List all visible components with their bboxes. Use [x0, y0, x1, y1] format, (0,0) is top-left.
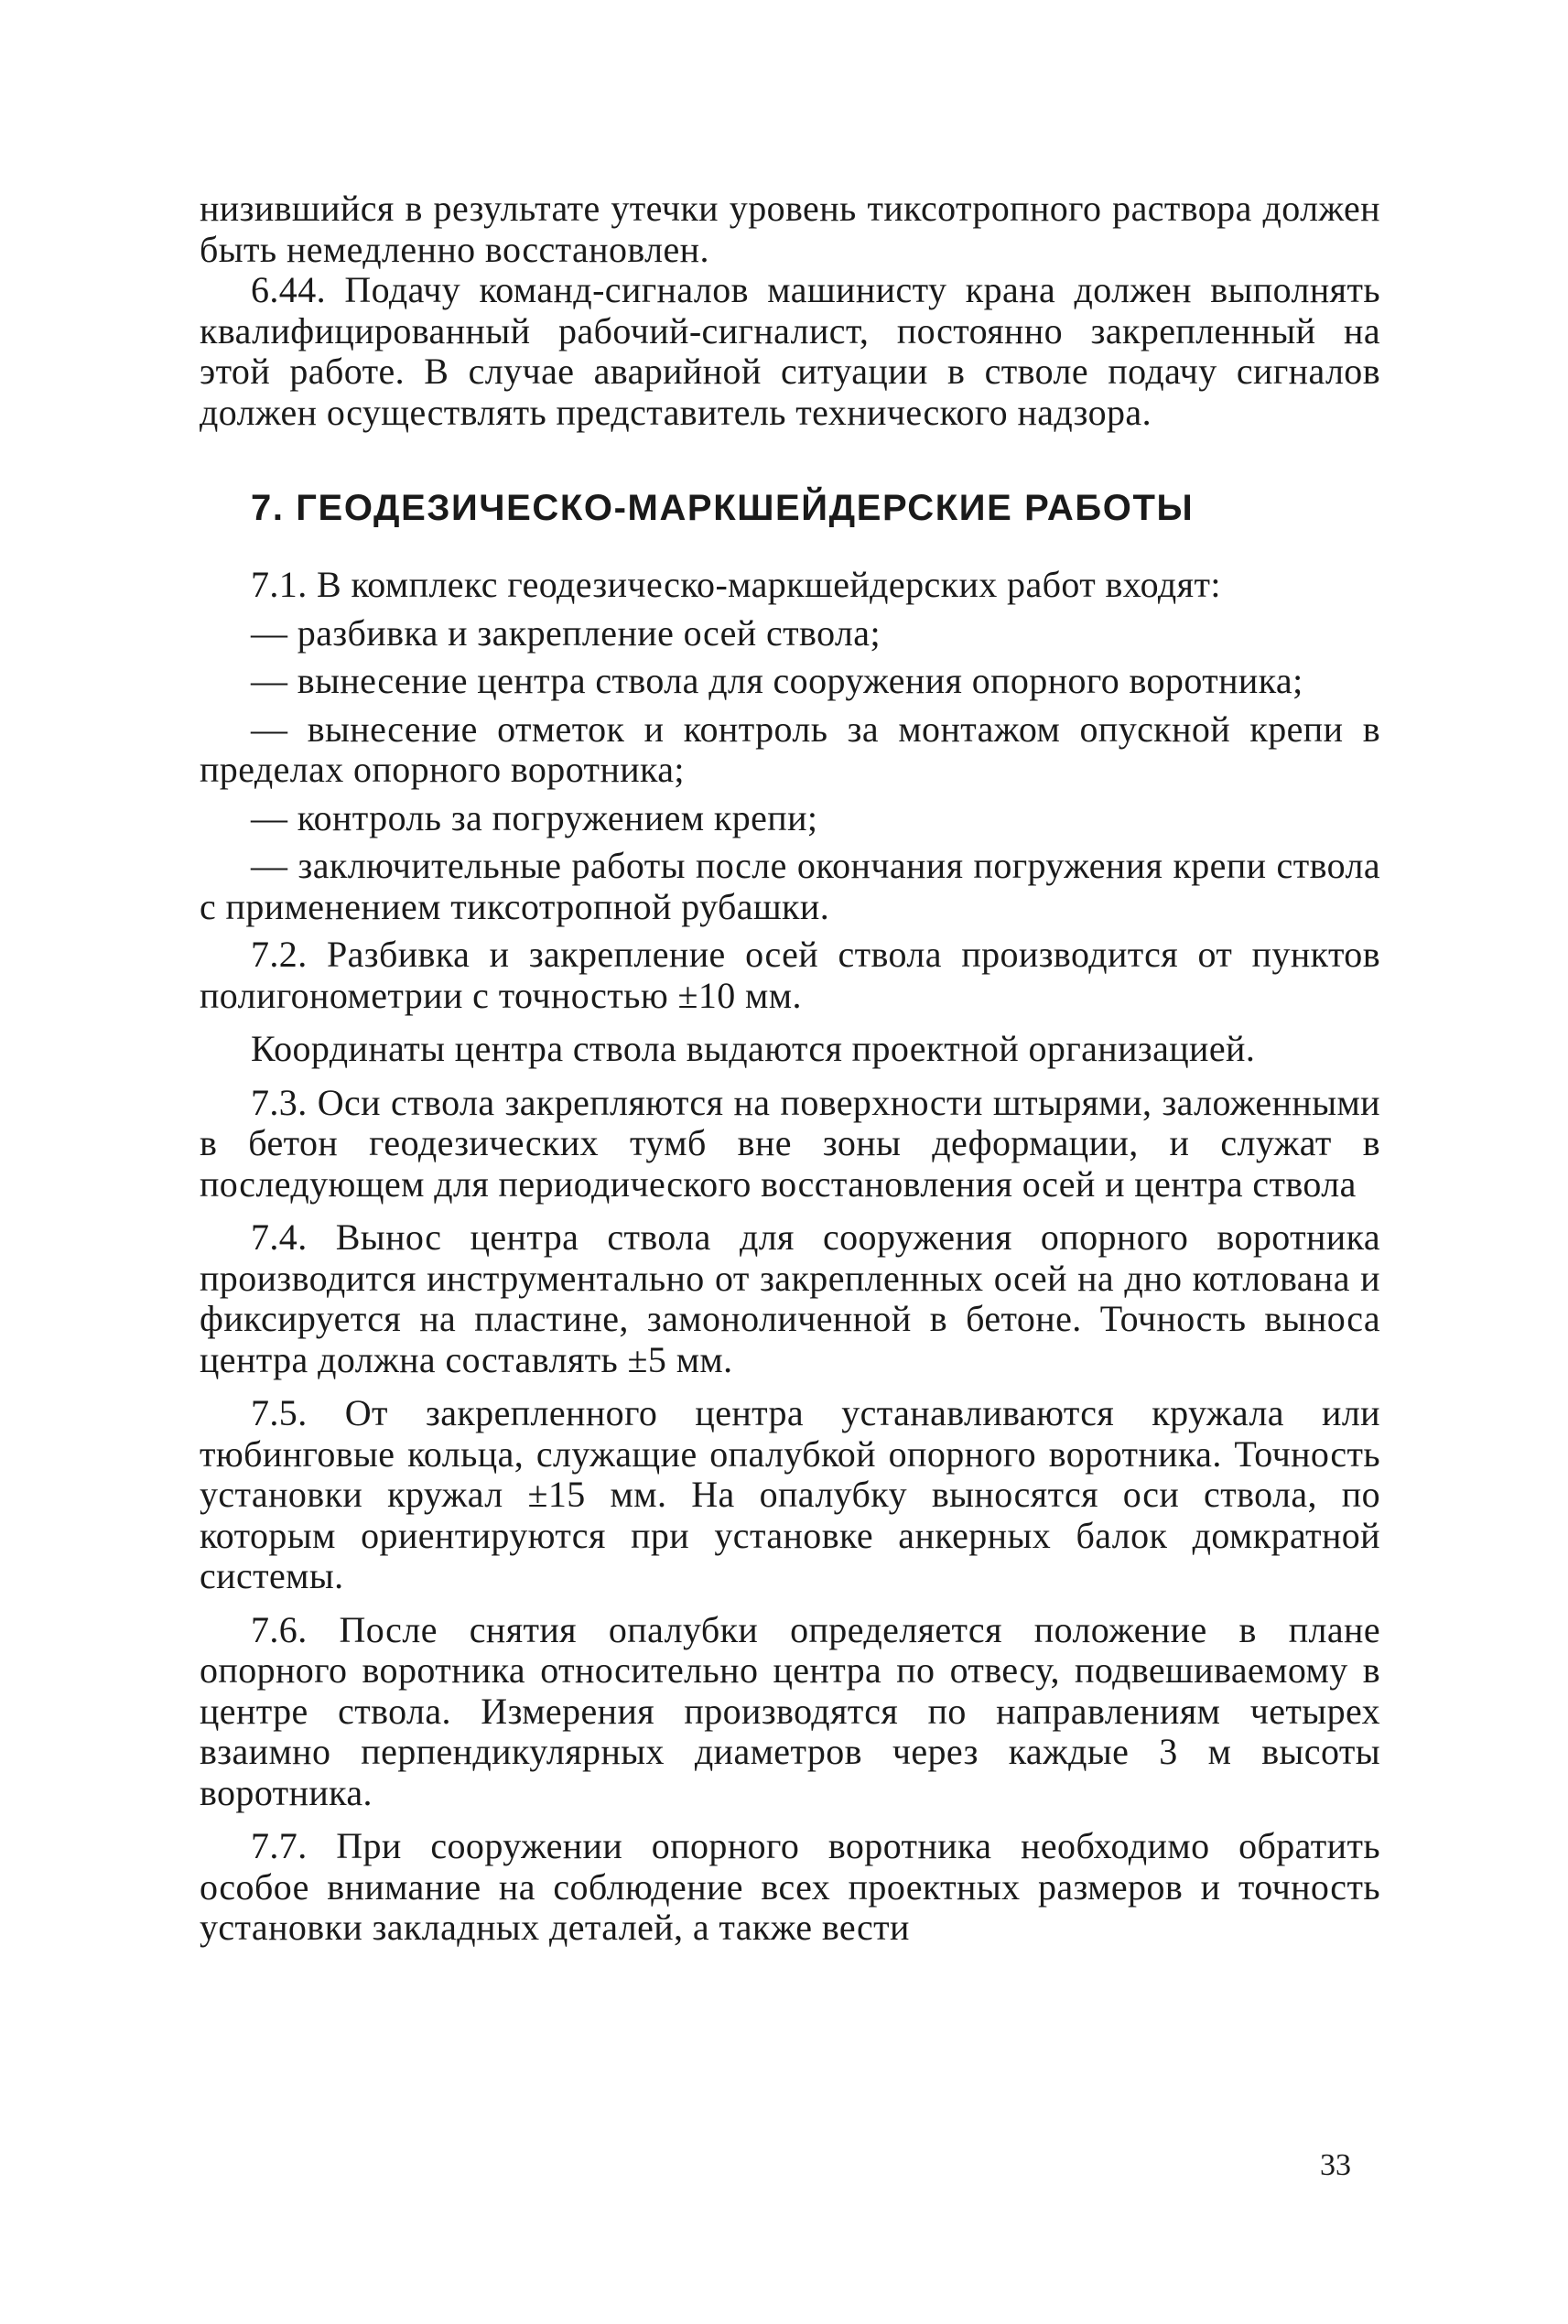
- page-number: 33: [1320, 2148, 1351, 2182]
- paragraph-7-6: 7.6. После снятия опалубки определяется положение в плане опорного воротника относительно центра по отвесу, подвешиваемому в центре ствола. Измерения производятся по направлениям четырех взаимно перпендикулярных диаметров через каждые 3 м высоты воротника.: [200, 1608, 1380, 1813]
- list-item: — вынесение отметок и контроль за монтажом опускной крепи в пределах опорного воротника;: [200, 708, 1380, 790]
- paragraph-7-5: 7.5. От закрепленного центра устанавливаются кружала или тюбинговые кольца, служащие опалубкой опорного воротника. Точность установки кружал ±15 мм. На опалубку выносятся оси ствола, по которым ориентируются при установке анкерных балок домкратной системы.: [200, 1392, 1380, 1596]
- list-item: — контроль за погружением крепи;: [251, 796, 818, 838]
- paragraph-7-7: 7.7. При сооружении опорного воротника необходимо обратить особое внимание на соблюдение всех проектных размеров и точность установки закладных деталей, а также вести: [200, 1825, 1380, 1948]
- paragraph-6-44: 6.44. Подачу команд-сигналов машинисту крана должен выполнять квалифицированный рабочий-сигналист, постоянно закрепленный на этой работе. В случае аварийной ситуации в стволе подачу сигналов должен осуществлять представитель технического надзора.: [200, 269, 1380, 433]
- paragraph-7-1: 7.1. В комплекс геодезическо-маркшейдерских работ входят:: [251, 564, 1221, 605]
- page-text-column: [200, 189, 1380, 1949]
- paragraph-7-2-coordinates: Координаты центра ствола выдаются проектной организацией.: [251, 1028, 1256, 1069]
- paragraph-7-4: 7.4. Вынос центра ствола для сооружения опорного воротника производится инструментально от закрепленных осей на дно котлована и фиксируется на пластине, замоноличенной в бетоне. Точность выноса центра должна составлять ±5 мм.: [200, 1216, 1380, 1380]
- list-item: — заключительные работы после окончания погружения крепи ствола с применением тиксотропной рубашки.: [200, 845, 1380, 927]
- paragraph-7-2: 7.2. Разбивка и закрепление осей ствола производится от пунктов полигонометрии с точностью ±10 мм.: [200, 934, 1380, 1016]
- paragraph-7-3: 7.3. Оси ствола закрепляются на поверхности штырями, заложенными в бетон геодезических тумб вне зоны деформации, и служат в последующем для периодического восстановления осей и центра ствола: [200, 1081, 1380, 1205]
- list-item: — вынесение центра ствола для сооружения опорного воротника;: [251, 660, 1303, 701]
- list-item: — разбивка и закрепление осей ствола;: [251, 611, 881, 654]
- paragraph-continuation: низившийся в результате утечки уровень тиксотропного раствора должен быть немедленно восстановлен.: [200, 188, 1380, 270]
- section-heading: 7. ГЕОДЕЗИЧЕСКО-МАРКШЕЙДЕРСКИЕ РАБОТЫ: [251, 488, 1195, 528]
